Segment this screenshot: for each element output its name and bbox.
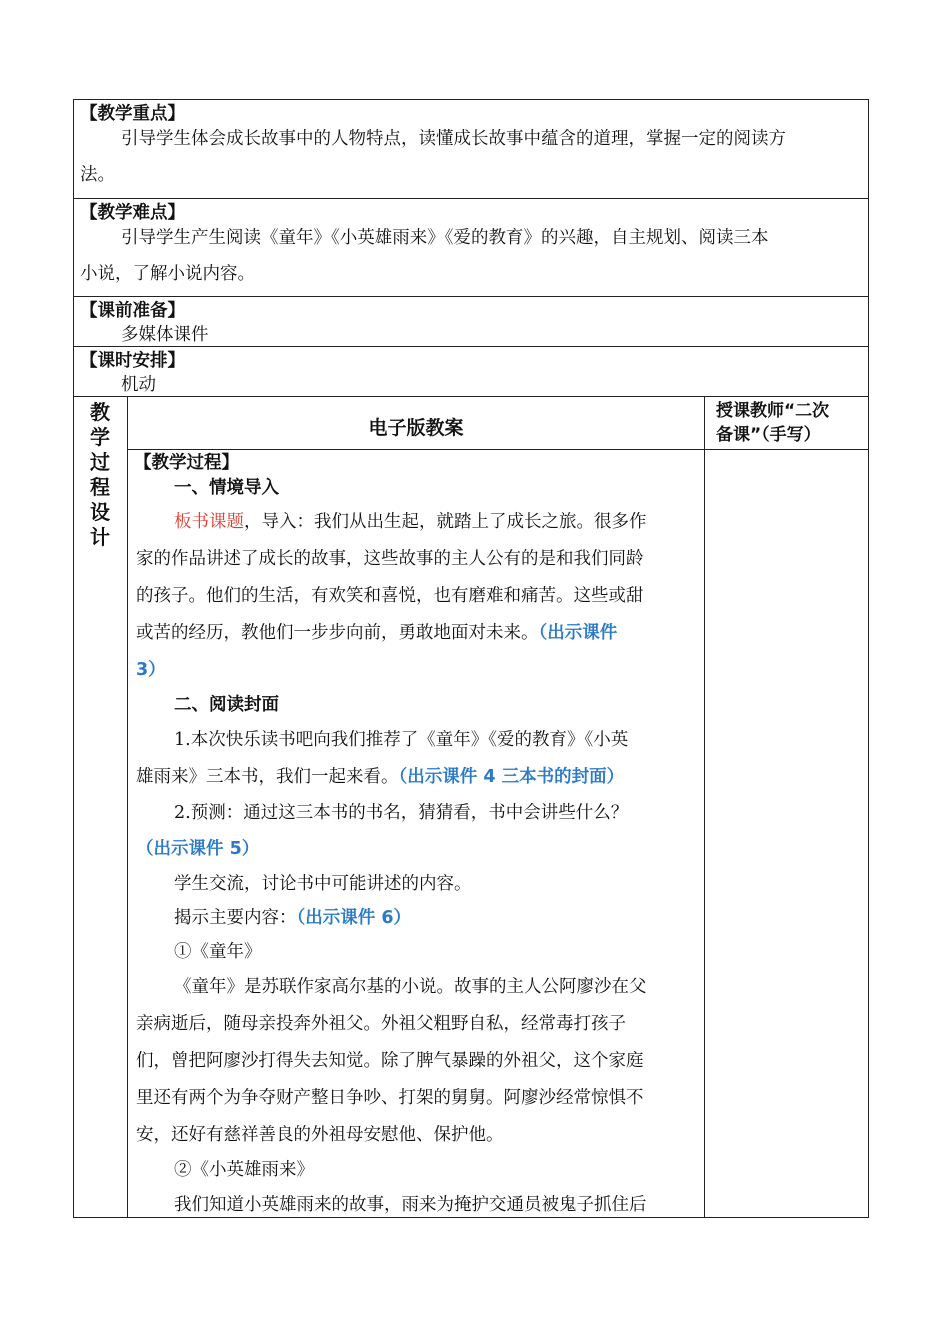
book-title-childhood: ①《童年》 bbox=[174, 942, 262, 962]
paragraph-line: 亲病逝后，随母亲投奔外祖父。外祖父粗野自私，经常毒打孩子 bbox=[136, 1014, 626, 1034]
slide-reference: （出示课件 bbox=[538, 623, 618, 643]
row-divider bbox=[73, 396, 869, 397]
focus-text-line1: 引导学生体会成长故事中的人物特点，读懂成长故事中蕴含的道理，掌握一定的阅读方 bbox=[121, 129, 786, 149]
label-char: 过 bbox=[90, 450, 110, 474]
preparation-heading: 【课前准备】 bbox=[80, 301, 185, 321]
paragraph-line: 学生交流，讨论书中可能讲述的内容。 bbox=[174, 874, 472, 894]
table-border-left bbox=[73, 99, 74, 1218]
difficulty-text-line2: 小说，了解小说内容。 bbox=[80, 264, 255, 284]
paragraph-text: 揭示主要内容： bbox=[174, 908, 297, 928]
paragraph-line bbox=[174, 510, 647, 534]
slide-reference: （出示课件 6） bbox=[296, 908, 412, 928]
paragraph-line: 里还有两个为争夺财产整日争吵、打架的舅舅。阿廖沙经常惊惧不 bbox=[136, 1088, 644, 1108]
book-title-little-hero: ②《小英雄雨来》 bbox=[174, 1160, 314, 1180]
schedule-text: 机动 bbox=[121, 375, 156, 395]
difficulty-text-line1: 引导学生产生阅读《童年》《小英雄雨来》《爱的教育》的兴趣，自主规划、阅读三本 bbox=[121, 228, 769, 248]
paragraph-text: 雄雨来》三本书，我们一起来看。 bbox=[136, 767, 399, 787]
label-char: 学 bbox=[90, 425, 110, 449]
slide-reference: 3） bbox=[136, 660, 166, 680]
focus-heading: 【教学重点】 bbox=[80, 104, 185, 124]
paragraph-line: 家的作品讲述了成长的故事，这些故事的主人公有的是和我们同龄 bbox=[136, 549, 644, 569]
difficulty-heading: 【教学难点】 bbox=[80, 203, 185, 223]
paragraph-line: 我们知道小英雄雨来的故事，雨来为掩护交通员被鬼子抓住后 bbox=[174, 1195, 647, 1215]
part2-title: 二、阅读封面 bbox=[174, 695, 279, 715]
paragraph-line: 《童年》是苏联作家高尔基的小说。故事的主人公阿廖沙在父 bbox=[174, 977, 647, 997]
paragraph-line: 们，曾把阿廖沙打得失去知觉。除了脾气暴躁的外祖父，这个家庭 bbox=[136, 1051, 644, 1071]
label-char: 教 bbox=[90, 400, 110, 424]
slide-reference: （出示课件 5） bbox=[136, 839, 260, 859]
slide-reference: （出示课件 4 三本书的封面） bbox=[398, 767, 625, 787]
board-title-highlight: 板书课题 bbox=[174, 512, 244, 532]
paragraph-line: 安，还好有慈祥善良的外祖母安慰他、保护他。 bbox=[136, 1125, 504, 1145]
teacher-notes-header-line2: 备课”（手写） bbox=[716, 425, 821, 445]
label-char: 程 bbox=[90, 475, 110, 499]
paragraph-text: ，导入：我们从出生起，就踏上了成长之旅。很多作 bbox=[244, 512, 647, 532]
focus-text-line2: 法。 bbox=[80, 165, 115, 185]
schedule-heading: 【课时安排】 bbox=[80, 351, 185, 371]
paragraph-line bbox=[136, 765, 624, 789]
paragraph-line: 的孩子。他们的生活，有欢笑和喜悦，也有磨难和痛苦。这些或甜 bbox=[136, 586, 644, 606]
column-divider-left bbox=[127, 396, 128, 1218]
label-char: 计 bbox=[90, 525, 110, 549]
paragraph-text: 或苦的经历，教他们一步步向前，勇敢地面对未来。 bbox=[136, 623, 539, 643]
table-border-right bbox=[868, 99, 869, 1218]
label-char: 设 bbox=[90, 500, 110, 524]
paragraph-line: 2.预测：通过这三本书的书名，猜猜看，书中会讲些什么？ bbox=[174, 803, 629, 823]
teacher-notes-header-line1: 授课教师“二次 bbox=[716, 401, 830, 421]
process-design-label bbox=[80, 400, 120, 550]
table-border-top bbox=[73, 99, 869, 100]
table-border-bottom bbox=[73, 1217, 869, 1218]
paragraph-line: 1.本次快乐读书吧向我们推荐了《童年》《爱的教育》《小英 bbox=[174, 730, 629, 750]
process-heading: 【教学过程】 bbox=[134, 453, 239, 473]
column-divider-right bbox=[704, 396, 705, 1218]
row-divider bbox=[73, 198, 869, 199]
row-divider bbox=[73, 296, 869, 297]
header-divider bbox=[127, 449, 869, 450]
preparation-text: 多媒体课件 bbox=[121, 325, 209, 345]
teacher-notes-header bbox=[716, 399, 862, 447]
part1-title: 一、情境导入 bbox=[174, 478, 279, 498]
paragraph-line bbox=[174, 906, 411, 930]
paragraph-line bbox=[136, 621, 617, 645]
electronic-plan-header: 电子版教案 bbox=[368, 417, 464, 439]
